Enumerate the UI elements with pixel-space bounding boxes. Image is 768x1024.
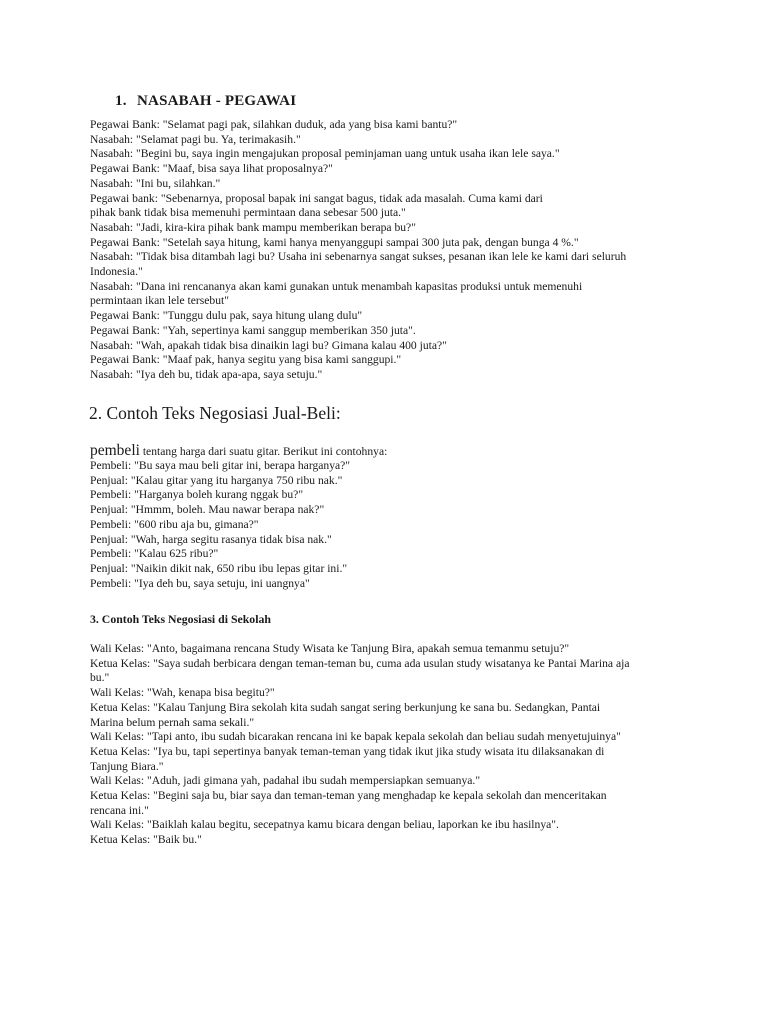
dialogue-line: Nasabah: "Dana ini rencananya akan kami gunakan untuk menambah kapasitas produksi untuk memenuhi	[90, 279, 583, 293]
section1-heading	[115, 93, 296, 110]
section2-dialogue	[90, 459, 690, 591]
section1-title: NASABAH - PEGAWAI	[137, 93, 297, 109]
dialogue-line: Wali Kelas: "Tapi anto, ibu sudah bicarakan rencana ini ke bapak kepala sekolah dan beliau sudah menyetujuinya"	[90, 730, 621, 744]
dialogue-line: pihak bank tidak bisa memenuhi permintaan dana sebesar 500 juta."	[90, 206, 406, 220]
dialogue-line: bu."	[90, 671, 110, 685]
dialogue-line: Pegawai Bank: "Selamat pagi pak, silahkan duduk, ada yang bisa kami bantu?"	[90, 118, 458, 131]
dialogue-line: Ketua Kelas: "Kalau Tanjung Bira sekolah kita sudah sangat sering berkunjung ke sana bu. Sedangkan, Pantai	[90, 700, 601, 714]
dialogue-line: Nasabah: "Selamat pagi bu. Ya, terimakasih."	[90, 132, 301, 146]
dialogue-line: Pembeli: "600 ribu aja bu, gimana?"	[90, 517, 259, 531]
dialogue-line: Nasabah: "Jadi, kira-kira pihak bank mampu memberikan berapa bu?"	[90, 220, 416, 234]
dialogue-line: Wali Kelas: "Aduh, jadi gimana yah, padahal ibu sudah mempersiapkan semuanya."	[90, 774, 481, 788]
section3-dialogue	[90, 642, 686, 848]
dialogue-line: Ketua Kelas: "Begini saja bu, biar saya dan teman-teman yang menghadap ke kepala sekolah dan menceritakan	[90, 789, 607, 803]
dialogue-line: Penjual: "Kalau gitar yang itu harganya 750 ribu nak."	[90, 473, 343, 487]
dialogue-line: Ketua Kelas: "Baik bu."	[90, 833, 202, 847]
dialogue-line: Pembeli: "Iya deh bu, saya setuju, ini uangnya"	[90, 576, 310, 590]
dialogue-line: Nasabah: "Wah, apakah tidak bisa dinaikin lagi bu? Gimana kalau 400 juta?"	[90, 338, 447, 352]
dialogue-line: Wali Kelas: "Baiklah kalau begitu, secepatnya kamu bicara dengan beliau, laporkan ke ibu hasilnya".	[90, 818, 559, 832]
dialogue-line: Pegawai Bank: "Maaf, bisa saya lihat proposalnya?"	[90, 162, 333, 176]
dialogue-line: Pembeli: "Kalau 625 ribu?"	[90, 547, 219, 561]
dialogue-line: Ketua Kelas: "Iya bu, tapi sepertinya banyak teman-teman yang tidak ikut jika study wisata itu dilaksanakan di	[90, 744, 605, 758]
dialogue-line: Ketua Kelas: "Saya sudah berbicara dengan teman-teman bu, cuma ada usulan study wisatanya ke Pantai Marina aja	[90, 656, 630, 670]
dialogue-line: Nasabah: "Iya deh bu, tidak apa-apa, saya setuju."	[90, 367, 323, 381]
dialogue-line: rencana ini."	[90, 803, 149, 817]
dialogue-line: Penjual: "Hmmm, boleh. Mau nawar berapa nak?"	[90, 503, 325, 517]
dialogue-line: Nasabah: "Ini bu, silahkan."	[90, 176, 221, 190]
dialogue-line: Marina belum pernah sama sekali."	[90, 715, 255, 729]
section2-intro-word: pembeli	[90, 442, 140, 459]
dialogue-line: Wali Kelas: "Wah, kenapa bisa begitu?"	[90, 686, 275, 700]
dialogue-line: Pegawai Bank: "Yah, sepertinya kami sanggup memberikan 350 juta".	[90, 323, 416, 337]
dialogue-line: Pembeli: "Harganya boleh kurang nggak bu?"	[90, 488, 304, 502]
section2-intro-text: tentang harga dari suatu gitar. Berikut ini contohnya:	[139, 445, 388, 458]
section1-dialogue	[90, 118, 690, 383]
dialogue-line: Pegawai Bank: "Tunggu dulu pak, saya hitung ulang dulu"	[90, 309, 363, 323]
dialogue-line: Indonesia."	[90, 265, 143, 279]
dialogue-line: Nasabah: "Tidak bisa ditambah lagi bu? Usaha ini sebenarnya sangat sukses, pesanan ikan lele ke kami dari seluruh	[90, 250, 627, 264]
section3-heading: 3. Contoh Teks Negosiasi di Sekolah	[90, 612, 271, 626]
dialogue-line: Wali Kelas: "Anto, bagaimana rencana Study Wisata ke Tanjung Bira, apakah semua temanmu setuju?"	[90, 642, 570, 655]
section1-number: 1.	[115, 93, 127, 109]
dialogue-line: Penjual: "Wah, harga segitu rasanya tidak bisa nak."	[90, 532, 332, 546]
dialogue-line: Pegawai Bank: "Maaf pak, hanya segitu yang bisa kami sanggupi."	[90, 353, 402, 367]
dialogue-line: Pegawai Bank: "Setelah saya hitung, kami hanya menyanggupi sampai 300 juta pak, dengan bunga 4 %."	[90, 235, 579, 249]
dialogue-line: Penjual: "Naikin dikit nak, 650 ribu ibu lepas gitar ini."	[90, 561, 348, 575]
dialogue-line: Tanjung Biara."	[90, 759, 164, 773]
dialogue-line: Nasabah: "Begini bu, saya ingin mengajukan proposal peminjaman uang untuk usaha ikan lele saya."	[90, 147, 560, 161]
dialogue-line: permintaan ikan lele tersebut"	[90, 294, 229, 308]
section2-heading: 2. Contoh Teks Negosiasi Jual-Beli:	[89, 403, 341, 423]
dialogue-line: Pembeli: "Bu saya mau beli gitar ini, berapa harganya?"	[90, 459, 351, 472]
section2-intro	[90, 442, 387, 460]
dialogue-line: Pegawai bank: "Sebenarnya, proposal bapak ini sangat bagus, tidak ada masalah. Cuma kami dari	[90, 191, 543, 205]
